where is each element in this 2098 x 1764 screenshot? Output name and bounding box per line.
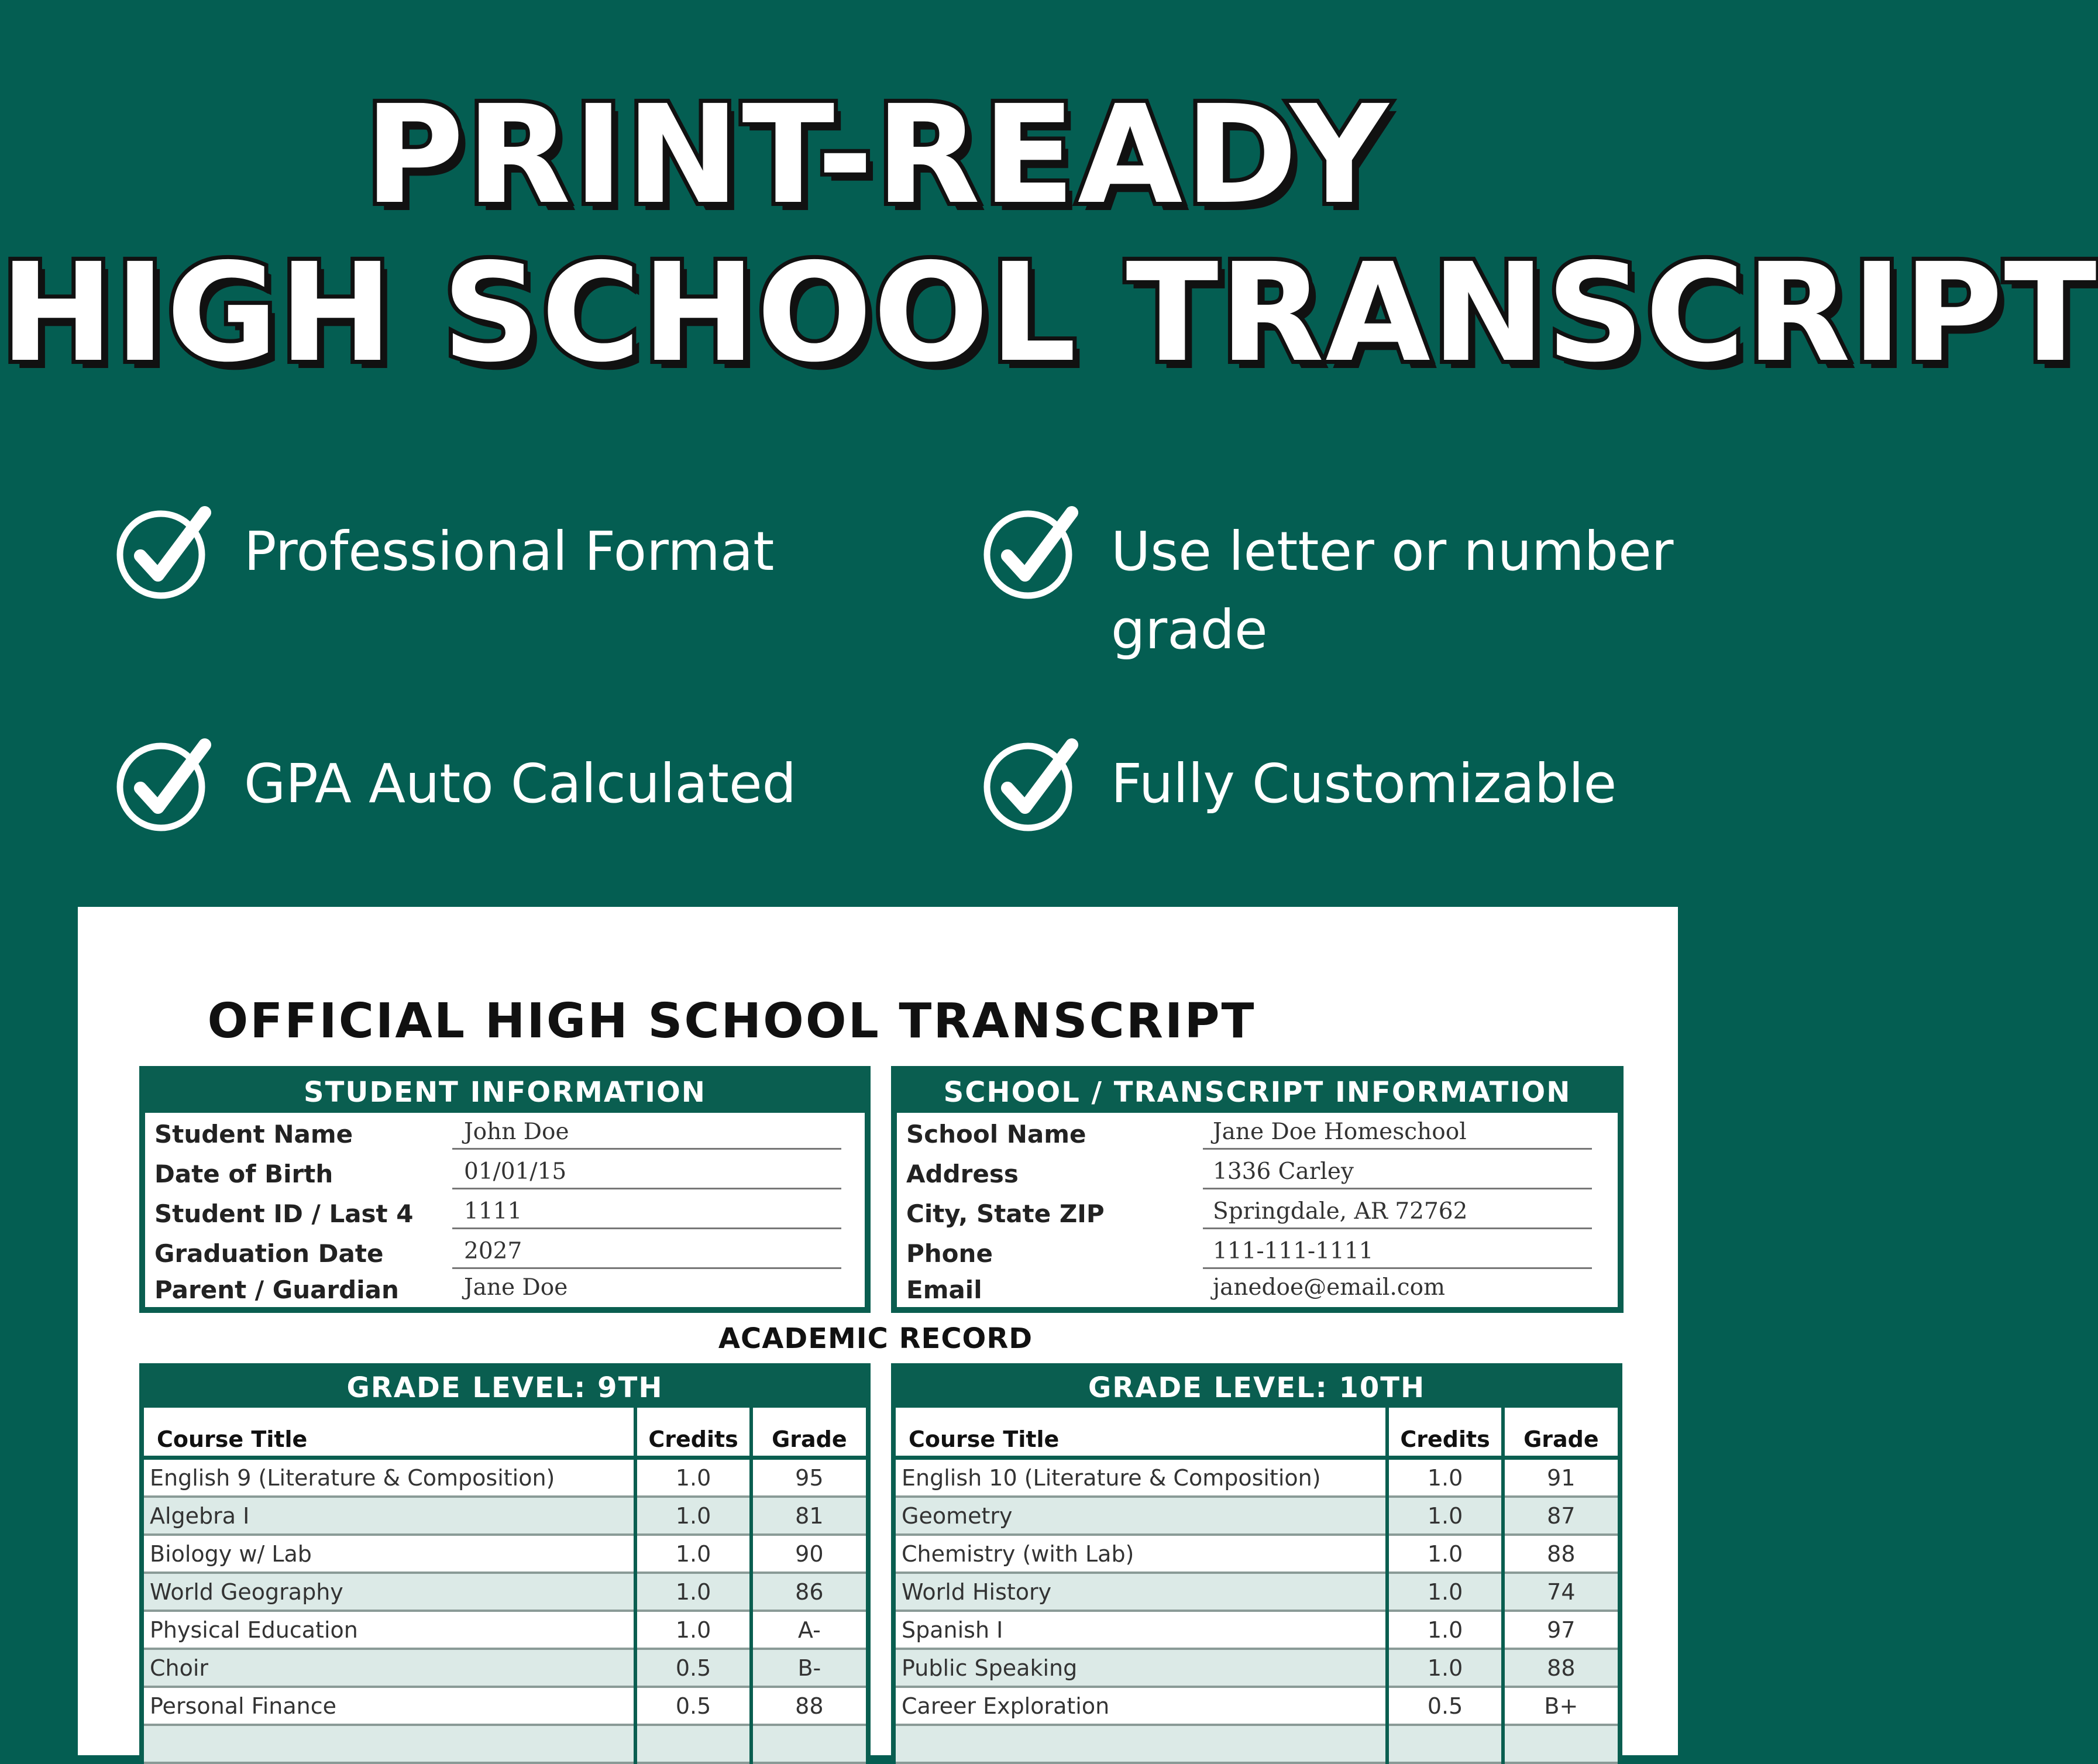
academic-record-title: ACADEMIC RECORD — [718, 1322, 1033, 1355]
checkmark-circle-icon — [981, 502, 1081, 601]
info-label: Graduation Date — [154, 1239, 384, 1268]
table-row — [896, 1535, 1618, 1573]
credits-column-header: Credits — [635, 1408, 751, 1458]
info-label: School Name — [906, 1120, 1086, 1149]
course-title: English 10 (Literature & Composition) — [896, 1458, 1387, 1497]
course-grade: 74 — [1503, 1573, 1618, 1611]
course-title — [144, 1725, 635, 1763]
checkmark-circle-icon — [114, 502, 214, 601]
info-label: Student Name — [154, 1120, 353, 1149]
course-credits: 1.0 — [1387, 1649, 1502, 1687]
table-row — [144, 1687, 866, 1725]
info-value: 1336 Carley — [1213, 1158, 1354, 1185]
school-info-row — [897, 1154, 1618, 1194]
checkmark-circle-icon — [981, 734, 1081, 834]
student-info-row — [145, 1233, 865, 1273]
table-row — [896, 1611, 1618, 1649]
course-credits: 0.5 — [1387, 1687, 1502, 1725]
transcript-document — [78, 907, 1678, 1755]
course-credits: 1.0 — [635, 1497, 751, 1535]
course-title: Public Speaking — [896, 1649, 1387, 1687]
course-grade: A- — [751, 1611, 866, 1649]
info-label: Student ID / Last 4 — [154, 1199, 414, 1228]
course-credits — [635, 1725, 751, 1763]
course-grade — [751, 1725, 866, 1763]
info-value: 1111 — [464, 1198, 522, 1225]
course-title: World History — [896, 1573, 1387, 1611]
info-value: 111-111-1111 — [1213, 1238, 1374, 1264]
info-value: 01/01/15 — [464, 1158, 567, 1185]
course-credits: 1.0 — [635, 1611, 751, 1649]
course-credits: 1.0 — [635, 1535, 751, 1573]
course-grade: 88 — [751, 1687, 866, 1725]
table-row — [896, 1573, 1618, 1611]
student-information-header: STUDENT INFORMATION — [145, 1072, 865, 1113]
checkmark-circle-icon — [114, 734, 214, 834]
info-label: Parent / Guardian — [154, 1275, 399, 1304]
student-information-box — [139, 1066, 871, 1313]
course-credits — [1387, 1725, 1502, 1763]
table-row — [144, 1573, 866, 1611]
school-info-row — [897, 1233, 1618, 1273]
student-info-row — [145, 1194, 865, 1233]
course-grade: 88 — [1503, 1535, 1618, 1573]
course-grade: 95 — [751, 1458, 866, 1497]
headline-line-1: PRINT-READY — [364, 76, 1391, 234]
info-label: Date of Birth — [154, 1160, 333, 1188]
course-title — [896, 1725, 1387, 1763]
course-credits: 1.0 — [1387, 1611, 1502, 1649]
course-title: Career Exploration — [896, 1687, 1387, 1725]
course-title: Physical Education — [144, 1611, 635, 1649]
course-credits: 0.5 — [635, 1687, 751, 1725]
school-information-box — [891, 1066, 1624, 1313]
feature-text: Use letter or number grade — [1111, 520, 1674, 661]
course-credits: 1.0 — [1387, 1458, 1502, 1497]
course-credits: 1.0 — [1387, 1497, 1502, 1535]
info-value: 2027 — [464, 1238, 522, 1264]
table-row — [144, 1649, 866, 1687]
course-title: Geometry — [896, 1497, 1387, 1535]
course-title: English 9 (Literature & Composition) — [144, 1458, 635, 1497]
school-info-row — [897, 1114, 1618, 1154]
grade-level-header: GRADE LEVEL: 10TH — [896, 1368, 1618, 1408]
course-credits: 0.5 — [635, 1649, 751, 1687]
course-table-header-row — [144, 1408, 866, 1458]
school-info-row — [897, 1194, 1618, 1233]
course-credits: 1.0 — [635, 1458, 751, 1497]
table-row — [144, 1611, 866, 1649]
course-credits: 1.0 — [1387, 1535, 1502, 1573]
course-grade: 88 — [1503, 1649, 1618, 1687]
course-grade — [1503, 1725, 1618, 1763]
student-info-row — [145, 1114, 865, 1154]
table-row — [144, 1497, 866, 1535]
course-title: Biology w/ Lab — [144, 1535, 635, 1573]
table-row — [896, 1687, 1618, 1725]
course-title: Spanish I — [896, 1611, 1387, 1649]
course-grade: 87 — [1503, 1497, 1618, 1535]
course-title: Personal Finance — [144, 1687, 635, 1725]
course-credits: 1.0 — [1387, 1573, 1502, 1611]
course-table-header-row — [896, 1408, 1618, 1458]
school-information-header: SCHOOL / TRANSCRIPT INFORMATION — [897, 1072, 1618, 1113]
info-label: Phone — [906, 1239, 993, 1268]
feature-fully-customizable — [981, 734, 1617, 834]
info-value: John Doe — [464, 1119, 569, 1145]
student-info-row — [145, 1154, 865, 1194]
table-row — [896, 1649, 1618, 1687]
grade-column-header: Grade — [751, 1408, 866, 1458]
course-grade: 86 — [751, 1573, 866, 1611]
course-table — [896, 1408, 1618, 1764]
info-value: Jane Doe Homeschool — [1213, 1119, 1467, 1145]
info-value: janedoe@email.com — [1213, 1274, 1446, 1301]
feature-professional-format — [114, 502, 774, 601]
table-row — [896, 1458, 1618, 1497]
grade-level-10-table — [891, 1363, 1622, 1761]
course-credits: 1.0 — [635, 1573, 751, 1611]
feature-gpa-auto-calculated — [114, 734, 796, 834]
course-title-column-header: Course Title — [896, 1408, 1387, 1458]
course-grade: 91 — [1503, 1458, 1618, 1497]
table-row — [144, 1725, 866, 1763]
course-title: Chemistry (with Lab) — [896, 1535, 1387, 1573]
headline-line-2: HIGH SCHOOL TRANSCRIPT — [0, 234, 2098, 392]
course-grade: B- — [751, 1649, 866, 1687]
feature-text: GPA Auto Calculated — [244, 752, 796, 815]
course-grade: 81 — [751, 1497, 866, 1535]
transcript-title: OFFICIAL HIGH SCHOOL TRANSCRIPT — [207, 993, 1256, 1049]
table-row — [896, 1497, 1618, 1535]
info-label: City, State ZIP — [906, 1199, 1105, 1228]
grade-level-9-table — [139, 1363, 871, 1761]
course-title: Algebra I — [144, 1497, 635, 1535]
info-value: Springdale, AR 72762 — [1213, 1198, 1468, 1225]
course-title: World Geography — [144, 1573, 635, 1611]
feature-text: Professional Format — [244, 520, 775, 583]
feature-letter-or-number-grade — [981, 502, 1736, 669]
student-info-row — [145, 1270, 865, 1309]
course-grade: 97 — [1503, 1611, 1618, 1649]
table-row — [144, 1458, 866, 1497]
course-grade: 90 — [751, 1535, 866, 1573]
info-value: Jane Doe — [464, 1274, 568, 1301]
credits-column-header: Credits — [1387, 1408, 1502, 1458]
info-label: Email — [906, 1275, 982, 1304]
course-title-column-header: Course Title — [144, 1408, 635, 1458]
course-title: Choir — [144, 1649, 635, 1687]
course-table — [144, 1408, 866, 1764]
info-label: Address — [906, 1160, 1019, 1188]
table-row — [896, 1725, 1618, 1763]
grade-level-header: GRADE LEVEL: 9TH — [144, 1368, 866, 1408]
grade-column-header: Grade — [1503, 1408, 1618, 1458]
feature-text: Fully Customizable — [1111, 752, 1617, 815]
course-grade: B+ — [1503, 1687, 1618, 1725]
table-row — [144, 1535, 866, 1573]
school-info-row — [897, 1270, 1618, 1309]
